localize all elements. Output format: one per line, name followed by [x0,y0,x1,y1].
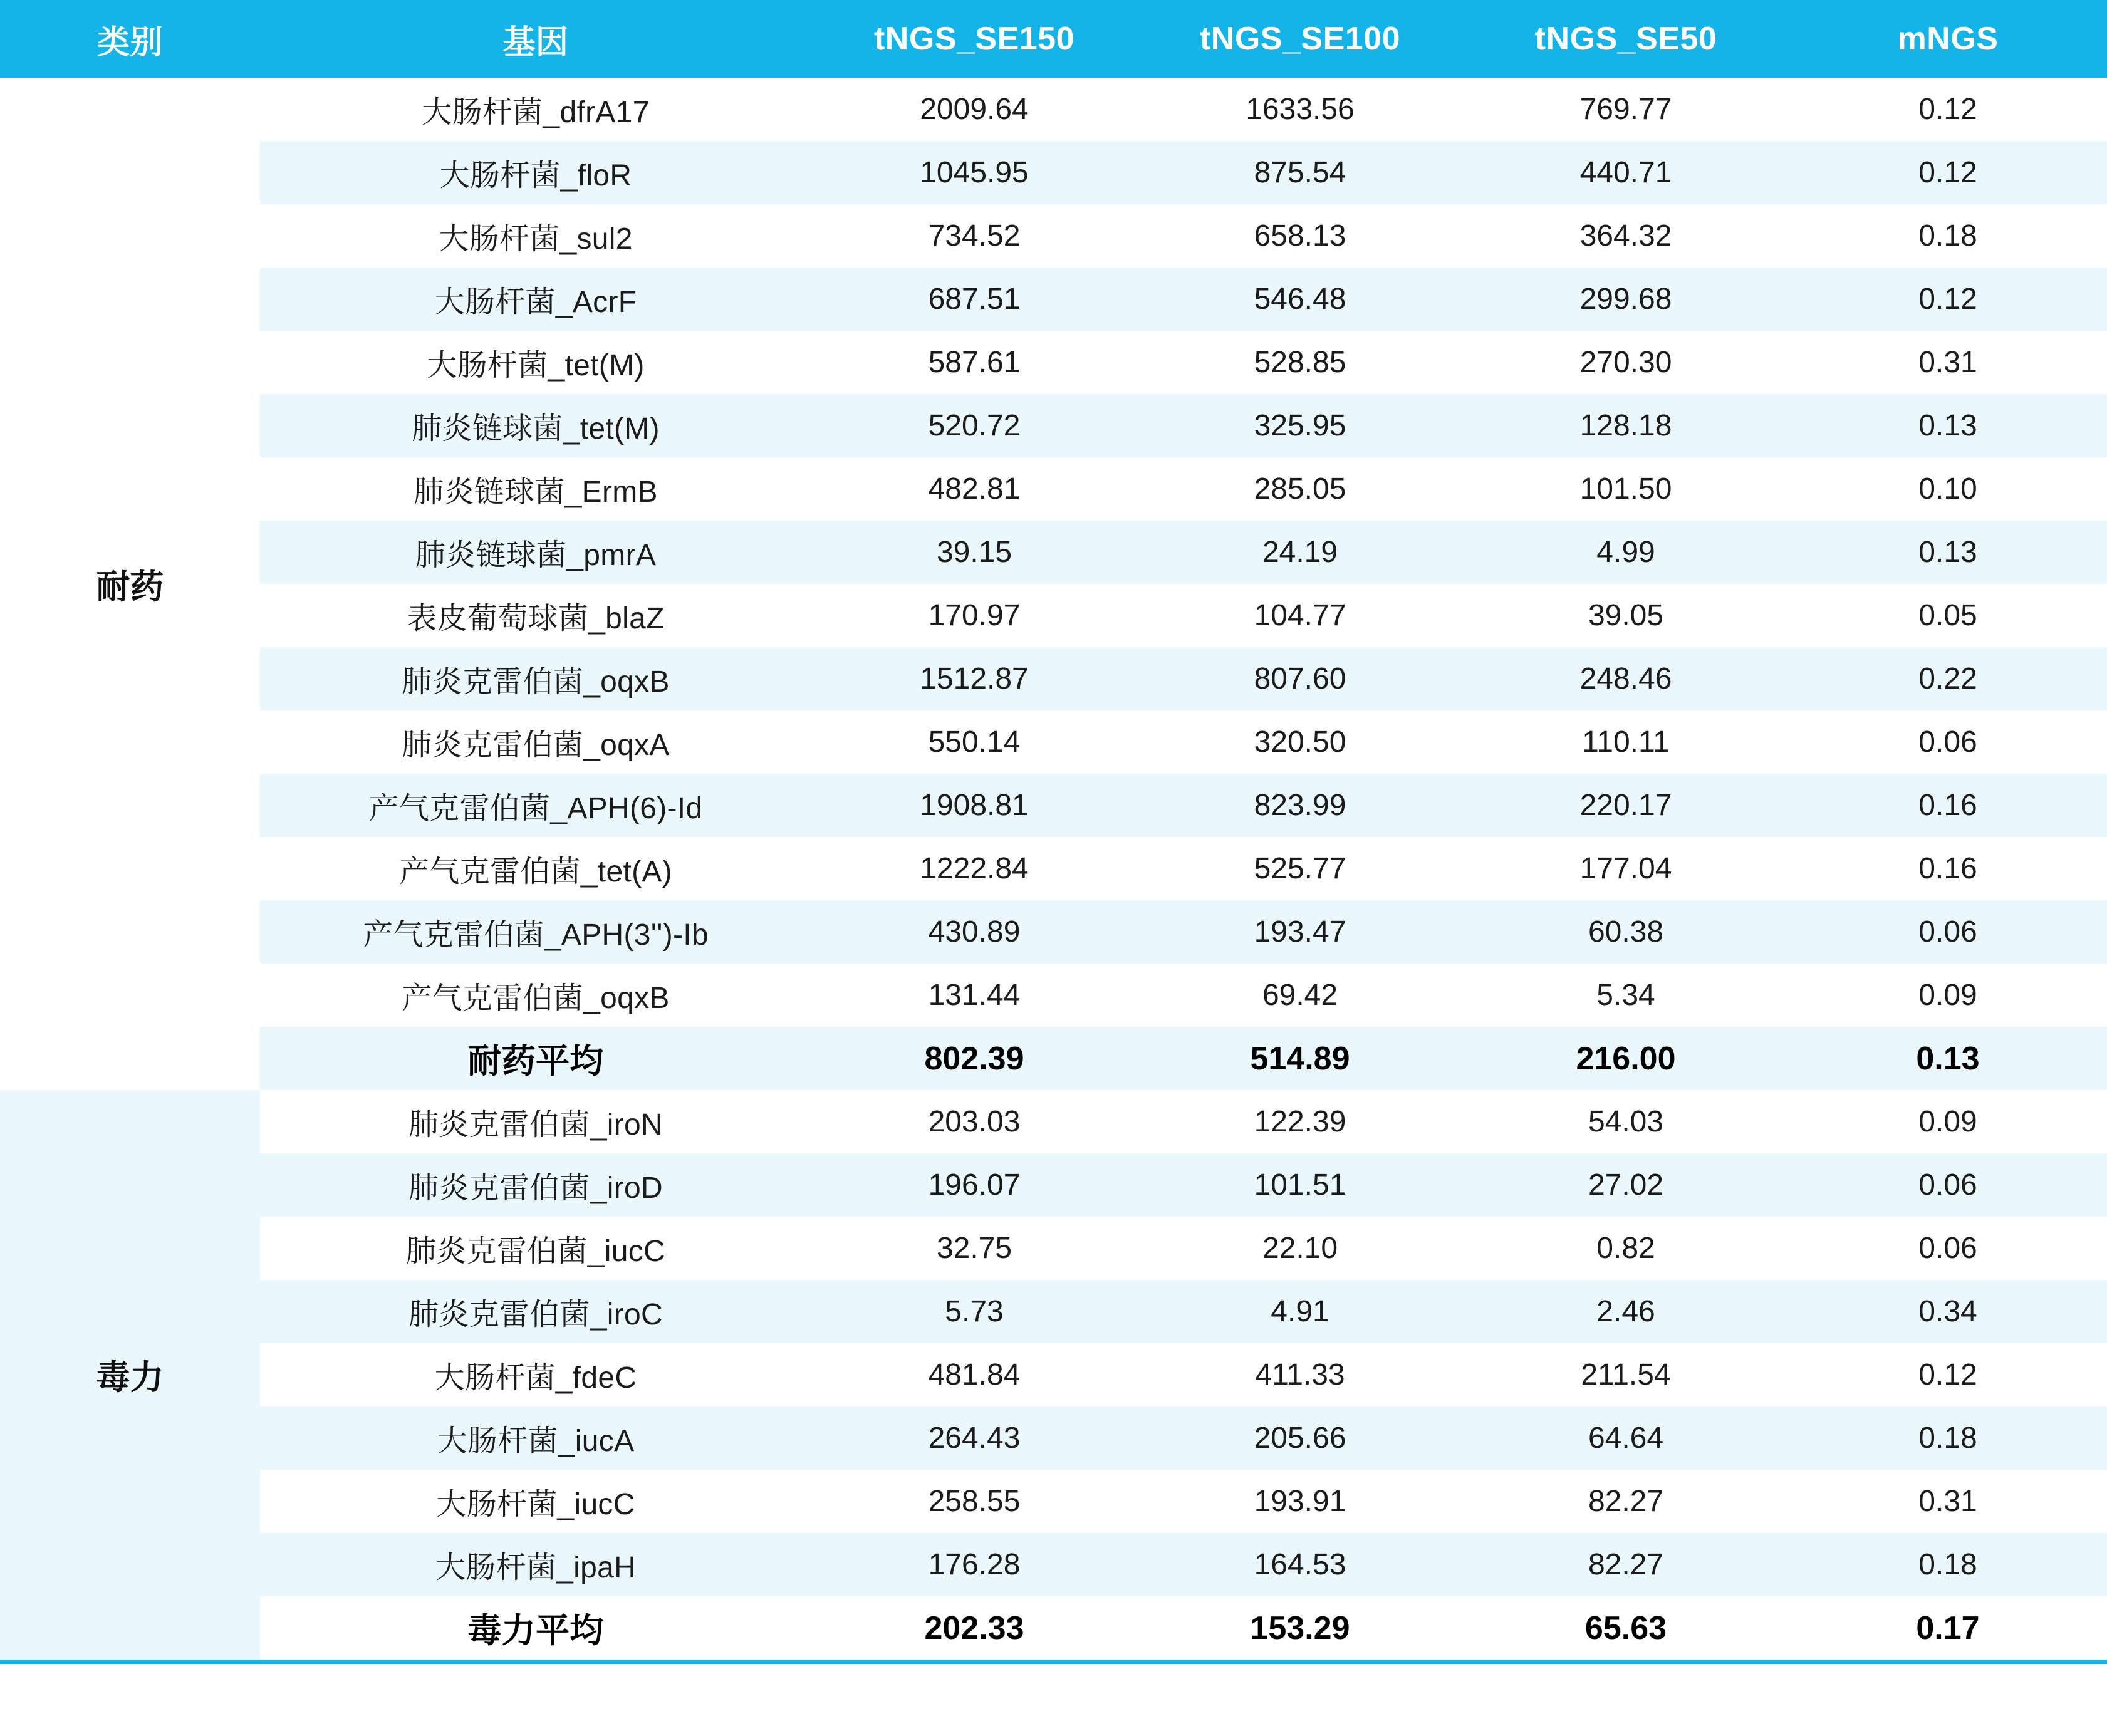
value-cell-tngs-se50: 364.32 [1463,204,1789,268]
value-cell-tngs-se50: 128.18 [1463,394,1789,457]
column-header-category: 类别 [0,0,260,78]
value-cell-tngs-se150: 1222.84 [811,837,1137,900]
value-cell-tngs-se100: 153.29 [1137,1596,1463,1660]
column-header-tngs-se150: tNGS_SE150 [811,0,1137,78]
value-cell-tngs-se150: 32.75 [811,1217,1137,1280]
value-cell-tngs-se100: 525.77 [1137,837,1463,900]
value-cell-mngs: 0.18 [1789,1533,2107,1596]
column-header-tngs-se50: tNGS_SE50 [1463,0,1789,78]
value-cell-tngs-se50: 216.00 [1463,1027,1789,1090]
value-cell-tngs-se100: 528.85 [1137,331,1463,394]
gene-cell: 大肠杆菌_tet(M) [260,331,811,394]
value-cell-tngs-se150: 203.03 [811,1090,1137,1153]
value-cell-tngs-se100: 320.50 [1137,710,1463,774]
value-cell-mngs: 0.12 [1789,141,2107,204]
value-cell-tngs-se50: 101.50 [1463,457,1789,521]
table-row [0,1280,2107,1343]
value-cell-mngs: 0.13 [1789,521,2107,584]
value-cell-mngs: 0.17 [1789,1596,2107,1660]
value-cell-tngs-se50: 177.04 [1463,837,1789,900]
value-cell-tngs-se150: 802.39 [811,1027,1137,1090]
value-cell-tngs-se100: 411.33 [1137,1343,1463,1406]
value-cell-mngs: 0.16 [1789,837,2107,900]
gene-cell: 肺炎克雷伯菌_iroC [260,1280,811,1343]
value-cell-tngs-se50: 27.02 [1463,1153,1789,1217]
value-cell-tngs-se100: 658.13 [1137,204,1463,268]
gene-cell: 大肠杆菌_AcrF [260,268,811,331]
value-cell-tngs-se50: 248.46 [1463,647,1789,710]
value-cell-tngs-se100: 875.54 [1137,141,1463,204]
gene-cell: 肺炎链球菌_pmrA [260,521,811,584]
value-cell-tngs-se150: 5.73 [811,1280,1137,1343]
gene-cell: 大肠杆菌_iucC [260,1470,811,1533]
value-cell-tngs-se100: 122.39 [1137,1090,1463,1153]
value-cell-mngs: 0.10 [1789,457,2107,521]
column-header-tngs-se100: tNGS_SE100 [1137,0,1463,78]
gene-cell: 表皮葡萄球菌_blaZ [260,584,811,647]
table-row [0,268,2107,331]
value-cell-mngs: 0.22 [1789,647,2107,710]
value-cell-tngs-se100: 514.89 [1137,1027,1463,1090]
table-row-average [0,1596,2107,1660]
gene-cell: 产气克雷伯菌_oqxB [260,964,811,1027]
table-bottom-rule [0,1660,2107,1664]
value-cell-tngs-se150: 687.51 [811,268,1137,331]
value-cell-tngs-se50: 54.03 [1463,1090,1789,1153]
value-cell-tngs-se100: 325.95 [1137,394,1463,457]
gene-cell: 大肠杆菌_ipaH [260,1533,811,1596]
category-cell: 耐药 [0,78,260,1090]
table-row [0,710,2107,774]
gene-cell: 肺炎链球菌_ErmB [260,457,811,521]
category-cell: 毒力 [0,1090,260,1660]
table-row [0,774,2107,837]
value-cell-tngs-se50: 110.11 [1463,710,1789,774]
table-row [0,1533,2107,1596]
value-cell-tngs-se50: 0.82 [1463,1217,1789,1280]
value-cell-tngs-se50: 440.71 [1463,141,1789,204]
gene-cell: 大肠杆菌_floR [260,141,811,204]
value-cell-tngs-se150: 550.14 [811,710,1137,774]
value-cell-tngs-se100: 24.19 [1137,521,1463,584]
table-row [0,78,2107,141]
value-cell-tngs-se150: 170.97 [811,584,1137,647]
gene-cell: 产气克雷伯菌_APH(6)-Id [260,774,811,837]
value-cell-tngs-se150: 482.81 [811,457,1137,521]
value-cell-tngs-se150: 2009.64 [811,78,1137,141]
value-cell-mngs: 0.18 [1789,1406,2107,1470]
value-cell-tngs-se100: 823.99 [1137,774,1463,837]
table-row [0,647,2107,710]
gene-cell: 肺炎克雷伯菌_oqxA [260,710,811,774]
value-cell-mngs: 0.12 [1789,1343,2107,1406]
table-row-average [0,1027,2107,1090]
value-cell-tngs-se50: 211.54 [1463,1343,1789,1406]
value-cell-mngs: 0.34 [1789,1280,2107,1343]
value-cell-tngs-se100: 104.77 [1137,584,1463,647]
table-row [0,1090,2107,1153]
value-cell-tngs-se50: 82.27 [1463,1470,1789,1533]
value-cell-tngs-se150: 196.07 [811,1153,1137,1217]
value-cell-tngs-se100: 546.48 [1137,268,1463,331]
value-cell-tngs-se100: 807.60 [1137,647,1463,710]
table-row [0,521,2107,584]
value-cell-tngs-se100: 164.53 [1137,1533,1463,1596]
value-cell-tngs-se150: 734.52 [811,204,1137,268]
value-cell-tngs-se150: 176.28 [811,1533,1137,1596]
value-cell-tngs-se50: 65.63 [1463,1596,1789,1660]
gene-cell: 产气克雷伯菌_APH(3'')-Ib [260,900,811,964]
table-header [0,0,2107,78]
value-cell-tngs-se50: 64.64 [1463,1406,1789,1470]
gene-cell: 大肠杆菌_sul2 [260,204,811,268]
gene-cell: 耐药平均 [260,1027,811,1090]
value-cell-tngs-se150: 202.33 [811,1596,1137,1660]
column-header-gene: 基因 [260,0,811,78]
value-cell-mngs: 0.12 [1789,78,2107,141]
value-cell-mngs: 0.05 [1789,584,2107,647]
value-cell-tngs-se100: 205.66 [1137,1406,1463,1470]
value-cell-tngs-se100: 69.42 [1137,964,1463,1027]
gene-cell: 产气克雷伯菌_tet(A) [260,837,811,900]
value-cell-mngs: 0.31 [1789,1470,2107,1533]
gene-cell: 大肠杆菌_fdeC [260,1343,811,1406]
value-cell-mngs: 0.13 [1789,1027,2107,1090]
value-cell-tngs-se150: 1045.95 [811,141,1137,204]
value-cell-tngs-se50: 2.46 [1463,1280,1789,1343]
value-cell-tngs-se100: 101.51 [1137,1153,1463,1217]
gene-cell: 肺炎克雷伯菌_oqxB [260,647,811,710]
table-row [0,1153,2107,1217]
value-cell-mngs: 0.18 [1789,204,2107,268]
gene-cell: 大肠杆菌_iucA [260,1406,811,1470]
value-cell-tngs-se50: 5.34 [1463,964,1789,1027]
table-row [0,1217,2107,1280]
table-row [0,394,2107,457]
gene-cell: 肺炎链球菌_tet(M) [260,394,811,457]
value-cell-tngs-se50: 220.17 [1463,774,1789,837]
value-cell-mngs: 0.09 [1789,1090,2107,1153]
table-row [0,457,2107,521]
value-cell-tngs-se150: 520.72 [811,394,1137,457]
value-cell-tngs-se50: 769.77 [1463,78,1789,141]
table-row [0,964,2107,1027]
value-cell-tngs-se150: 131.44 [811,964,1137,1027]
gene-cell: 肺炎克雷伯菌_iucC [260,1217,811,1280]
table-row [0,141,2107,204]
value-cell-tngs-se150: 481.84 [811,1343,1137,1406]
value-cell-tngs-se150: 587.61 [811,331,1137,394]
gene-cell: 毒力平均 [260,1596,811,1660]
value-cell-mngs: 0.06 [1789,710,2107,774]
value-cell-tngs-se100: 193.91 [1137,1470,1463,1533]
table-row [0,1343,2107,1406]
header-row [0,0,2107,78]
value-cell-tngs-se150: 258.55 [811,1470,1137,1533]
gene-cell: 肺炎克雷伯菌_iroD [260,1153,811,1217]
value-cell-tngs-se100: 1633.56 [1137,78,1463,141]
value-cell-tngs-se50: 299.68 [1463,268,1789,331]
gene-cell: 肺炎克雷伯菌_iroN [260,1090,811,1153]
value-cell-tngs-se100: 4.91 [1137,1280,1463,1343]
value-cell-tngs-se50: 270.30 [1463,331,1789,394]
value-cell-tngs-se50: 39.05 [1463,584,1789,647]
table-row [0,584,2107,647]
value-cell-tngs-se50: 4.99 [1463,521,1789,584]
gene-cell: 大肠杆菌_dfrA17 [260,78,811,141]
table-row [0,331,2107,394]
value-cell-mngs: 0.12 [1789,268,2107,331]
value-cell-mngs: 0.06 [1789,1153,2107,1217]
table-row [0,1470,2107,1533]
value-cell-tngs-se150: 39.15 [811,521,1137,584]
value-cell-tngs-se150: 1908.81 [811,774,1137,837]
value-cell-tngs-se50: 82.27 [1463,1533,1789,1596]
column-header-mngs: mNGS [1789,0,2107,78]
value-cell-tngs-se100: 193.47 [1137,900,1463,964]
table-row [0,837,2107,900]
table-body [0,78,2107,1660]
value-cell-tngs-se150: 264.43 [811,1406,1137,1470]
value-cell-mngs: 0.13 [1789,394,2107,457]
table-row [0,204,2107,268]
value-cell-mngs: 0.06 [1789,900,2107,964]
value-cell-mngs: 0.16 [1789,774,2107,837]
value-cell-tngs-se50: 60.38 [1463,900,1789,964]
value-cell-tngs-se100: 285.05 [1137,457,1463,521]
value-cell-mngs: 0.31 [1789,331,2107,394]
value-cell-mngs: 0.09 [1789,964,2107,1027]
value-cell-tngs-se100: 22.10 [1137,1217,1463,1280]
value-cell-mngs: 0.06 [1789,1217,2107,1280]
table-row [0,900,2107,964]
value-cell-tngs-se150: 430.89 [811,900,1137,964]
table-row [0,1406,2107,1470]
value-cell-tngs-se150: 1512.87 [811,647,1137,710]
